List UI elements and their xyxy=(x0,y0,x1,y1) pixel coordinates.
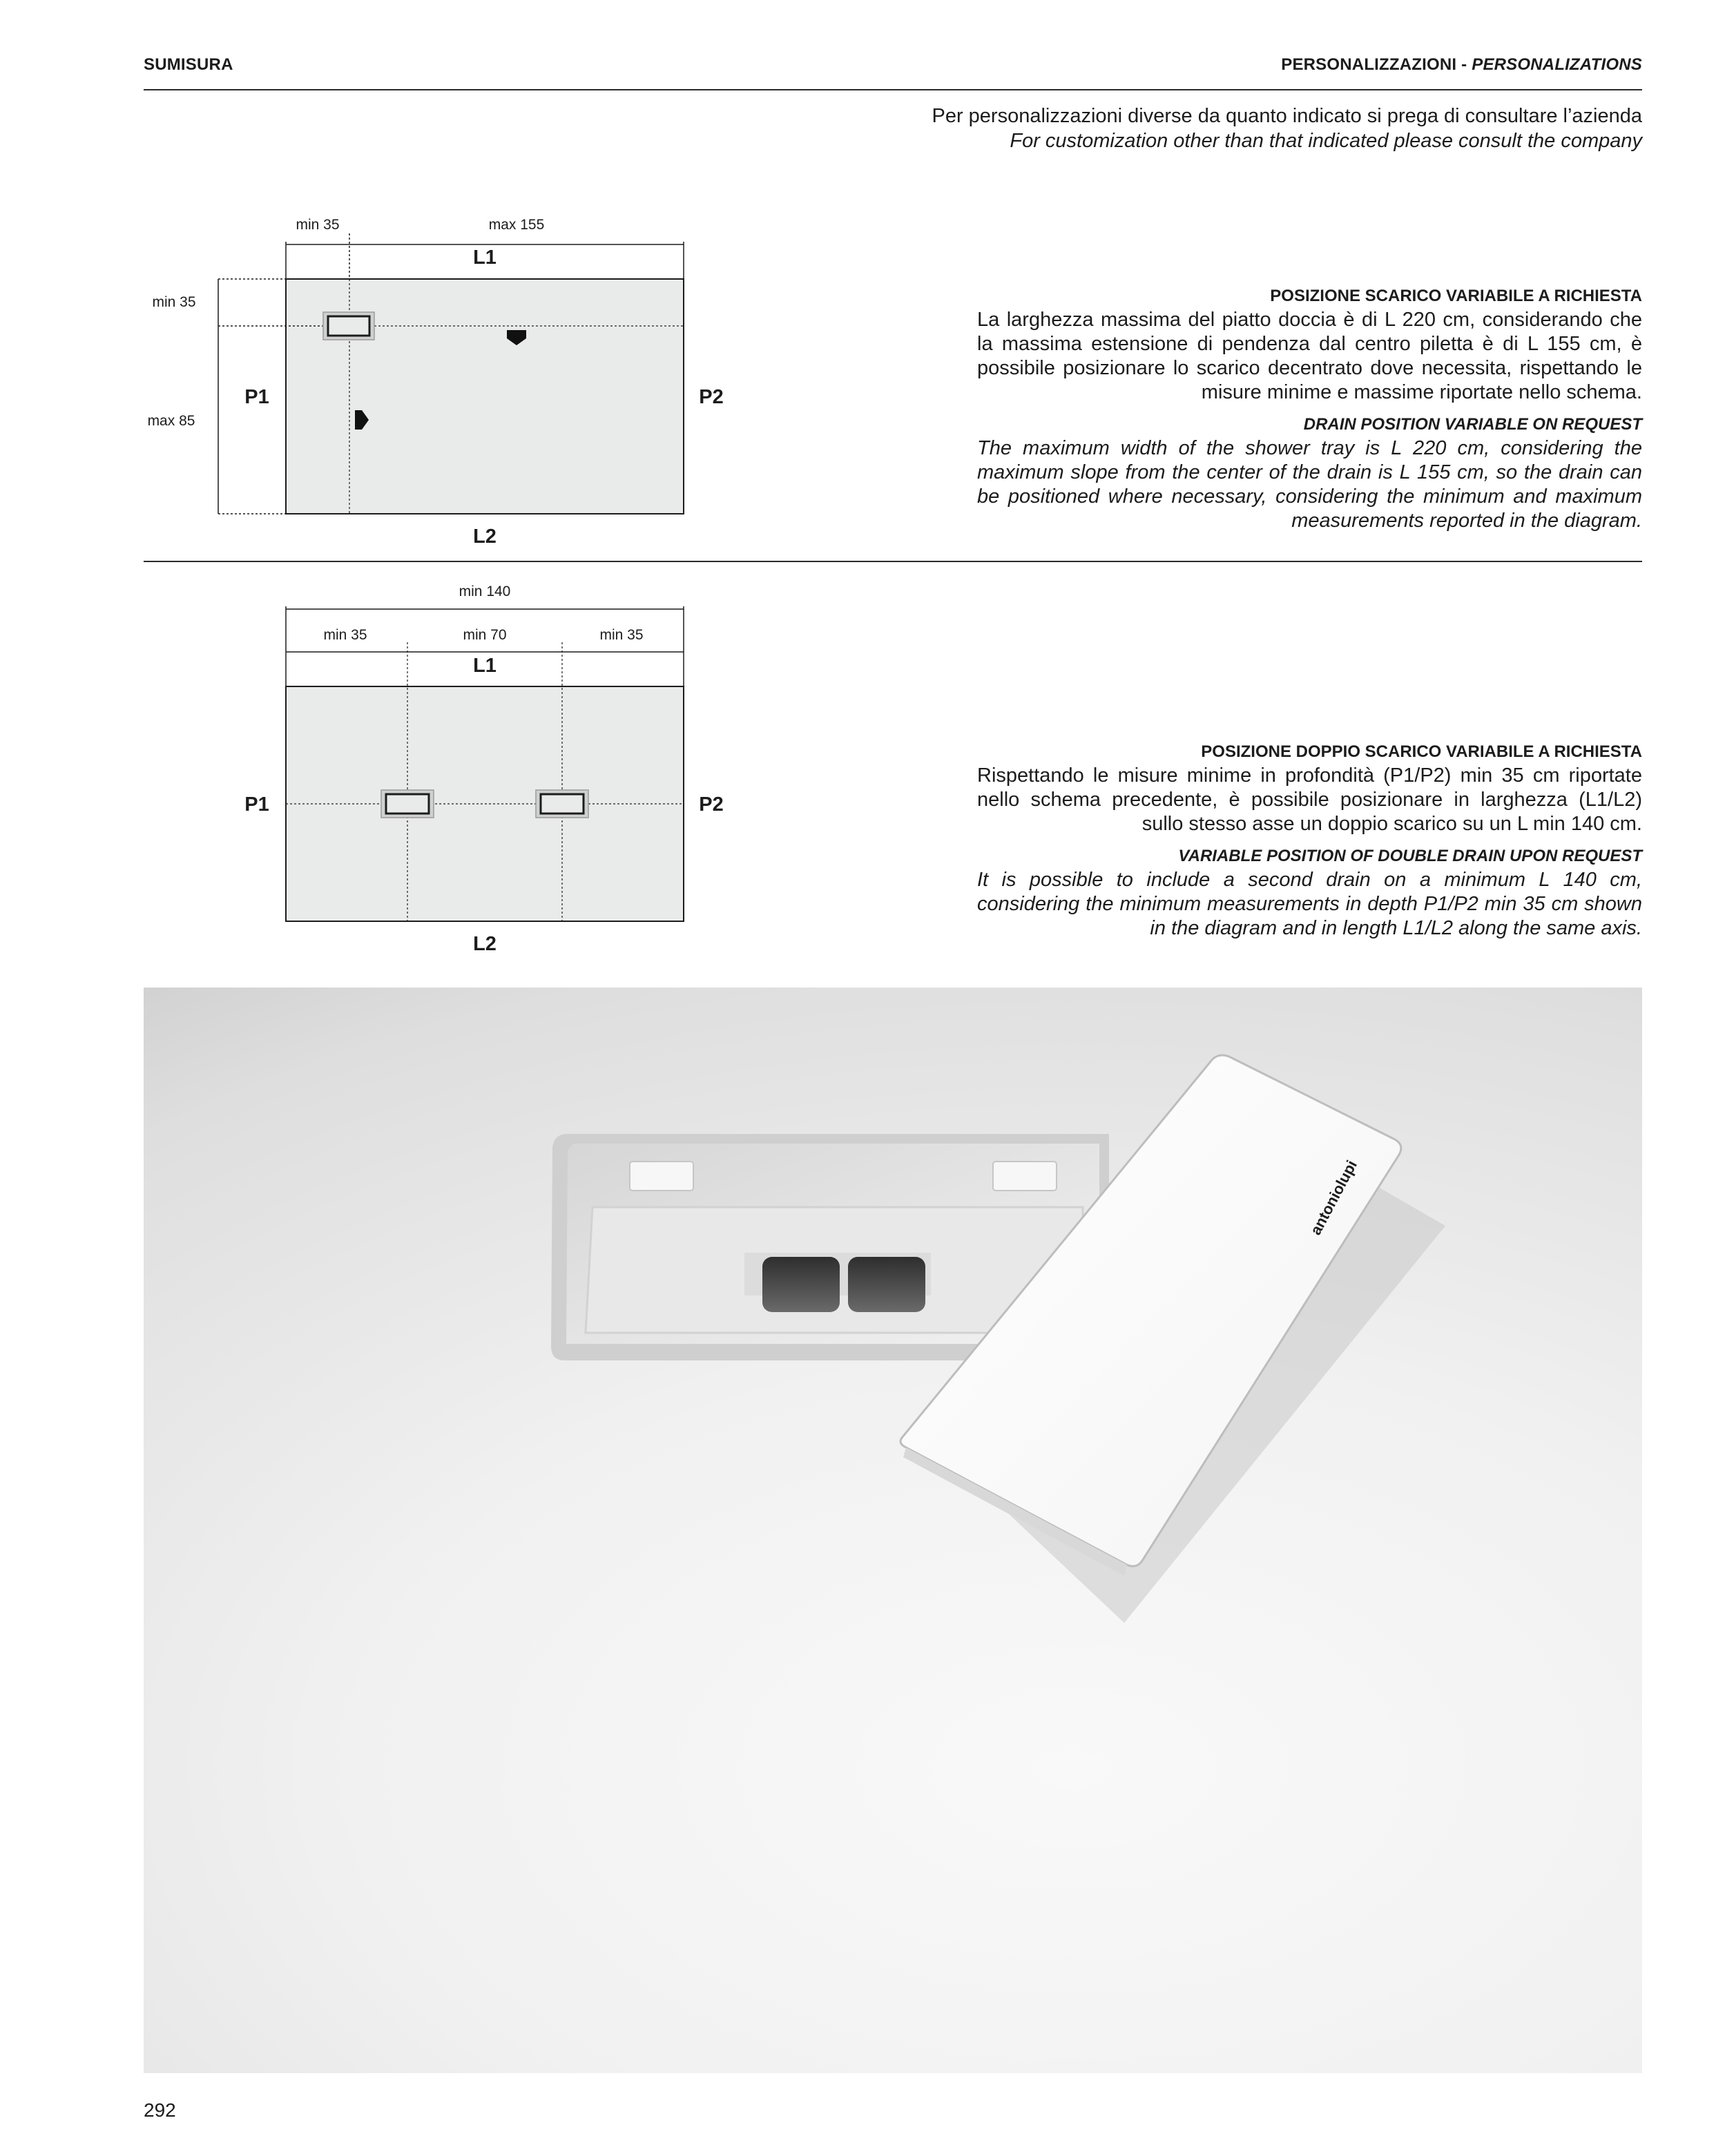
section-divider xyxy=(144,561,1642,562)
double-drain-diagram xyxy=(138,573,746,967)
p1-label-2: P1 xyxy=(244,793,269,816)
p2-label-2: P2 xyxy=(699,793,724,816)
segment1-label: min 35 xyxy=(323,627,367,643)
section-header xyxy=(1281,55,1642,75)
l1-label-2: L1 xyxy=(473,655,497,677)
section1-title-en: DRAIN POSITION VARIABLE ON REQUEST xyxy=(1303,415,1642,434)
intro-note xyxy=(932,104,1642,153)
l2-label-2: L2 xyxy=(473,933,497,955)
total-label: min 140 xyxy=(459,584,511,599)
section1-text-it: La larghezza massima del piatto doccia è di L 220 cm, considerando che la massima estensione di pendenza dal centro piletta è di L 155 cm, è possibile posizionare lo scarico decentrato dove necessita, rispettando le misure minime e massime riportate nello schema. xyxy=(977,309,1642,403)
brand-header: SUMISURA xyxy=(144,55,233,74)
left-min-label: min 35 xyxy=(152,294,196,310)
drain-icon xyxy=(328,316,369,336)
intro-note-en: For customization other than that indicated please consult the company xyxy=(1010,130,1642,152)
section2-title-it: POSIZIONE DOPPIO SCARICO VARIABILE A RICHIESTA xyxy=(1201,742,1642,761)
section2-title-en: VARIABLE POSITION OF DOUBLE DRAIN UPON REQUEST xyxy=(1178,847,1642,865)
intro-note-it: Per personalizzazioni diverse da quanto indicato si prega di consultare l’azienda xyxy=(932,105,1642,127)
top-min-label: min 35 xyxy=(296,217,340,233)
section-header-it: PERSONALIZZAZIONI - xyxy=(1281,55,1472,74)
section2-text-en: It is possible to include a second drain on a minimum L 140 cm, considering the minimum measurements in depth P1/P2 min 35 cm shown in the diagram and in length L1/L2 along the same axis. xyxy=(977,869,1642,939)
drain-position-diagram xyxy=(138,207,746,552)
section-drain-position xyxy=(977,285,1642,533)
l1-label: L1 xyxy=(473,247,497,269)
drain-icon-right xyxy=(541,794,584,814)
drain-hole-right xyxy=(848,1257,925,1312)
header-rule xyxy=(144,89,1642,90)
section-header-en: PERSONALIZATIONS xyxy=(1472,55,1642,74)
cover-brand-logo: antoniolupi xyxy=(1307,1157,1361,1238)
drain-hole-left xyxy=(762,1257,840,1312)
section2-text-it: Rispettando le misure minime in profondità (P1/P2) min 35 cm riportate nello schema precedente, è possibile posizionare in larghezza (L1/L2) sullo stesso asse un doppio scarico su un L min 140 cm. xyxy=(977,764,1642,835)
page-number: 292 xyxy=(144,2099,176,2121)
top-max-label: max 155 xyxy=(488,217,545,233)
segment3-label: min 35 xyxy=(599,627,644,643)
drain-icon-left xyxy=(386,794,429,814)
l2-label: L2 xyxy=(473,526,497,548)
clip-left xyxy=(630,1162,693,1191)
drain-cover-illustration xyxy=(144,988,1642,2073)
section1-title-it: POSIZIONE SCARICO VARIABILE A RICHIESTA xyxy=(1270,287,1642,305)
p1-label: P1 xyxy=(244,386,269,408)
segment2-label: min 70 xyxy=(463,627,507,643)
p2-label: P2 xyxy=(699,386,724,408)
section1-text-en: The maximum width of the shower tray is L 220 cm, considering the maximum slope from the center of the drain is L 155 cm, so the drain can be positioned where necessary, considering the minimum and maximum measurements reported in the diagram. xyxy=(977,437,1642,532)
section-double-drain xyxy=(977,740,1642,941)
clip-right xyxy=(993,1162,1057,1191)
left-max-label: max 85 xyxy=(147,413,195,429)
product-photo xyxy=(144,988,1642,2073)
